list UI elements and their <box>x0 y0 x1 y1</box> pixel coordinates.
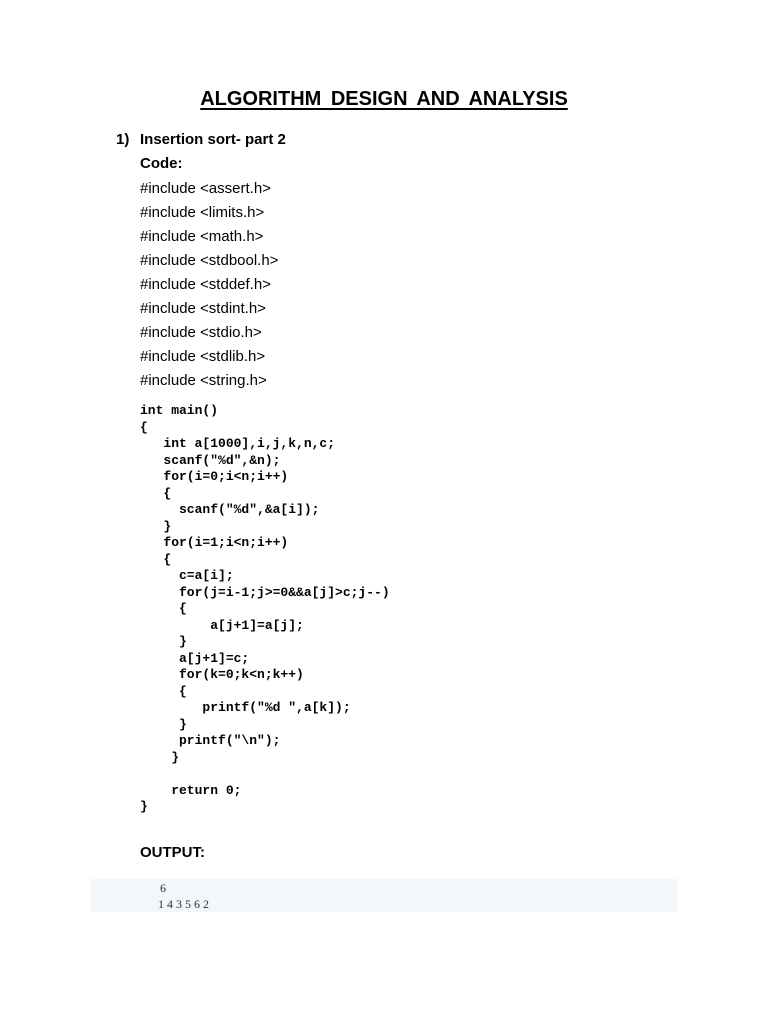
include-line: #include <stdlib.h> <box>140 348 266 365</box>
output-line: 1 4 3 5 6 2 <box>158 897 209 911</box>
include-line: #include <stdint.h> <box>140 300 266 317</box>
include-list <box>140 179 278 395</box>
output-box <box>91 879 677 912</box>
output-line: 6 <box>160 881 166 895</box>
include-line: #include <math.h> <box>140 228 264 245</box>
code-label: Code: <box>140 155 183 172</box>
include-line: #include <stdio.h> <box>140 324 262 341</box>
include-line: #include <assert.h> <box>140 180 271 197</box>
include-line: #include <limits.h> <box>140 204 265 221</box>
include-line: #include <stddef.h> <box>140 276 271 293</box>
include-line: #include <stdbool.h> <box>140 252 279 269</box>
include-line: #include <string.h> <box>140 372 267 389</box>
output-label: OUTPUT: <box>140 844 205 861</box>
document-title-text: ALGORITHM DESIGN AND ANALYSIS <box>200 88 568 110</box>
output-lines <box>158 880 209 912</box>
question-number: 1) <box>116 131 130 148</box>
document-title <box>0 88 768 111</box>
question-title: Insertion sort- part 2 <box>140 131 286 148</box>
code-block: int main() { int a[1000],i,j,k,n,c; scanf("%d",&n); for(i=0;i<n;i++) { scanf("%d",&a[i]); } for(i=1;i<n;i++) { c=a[i]; for(j=i-1;j>=0&&a[j]>c;j--) { a[j+1]=a[j]; } a[j+1]=c; for(k=0;k<n;k++) { printf("%d ",a[k]); } printf("\n"); } return 0; } <box>140 403 390 814</box>
